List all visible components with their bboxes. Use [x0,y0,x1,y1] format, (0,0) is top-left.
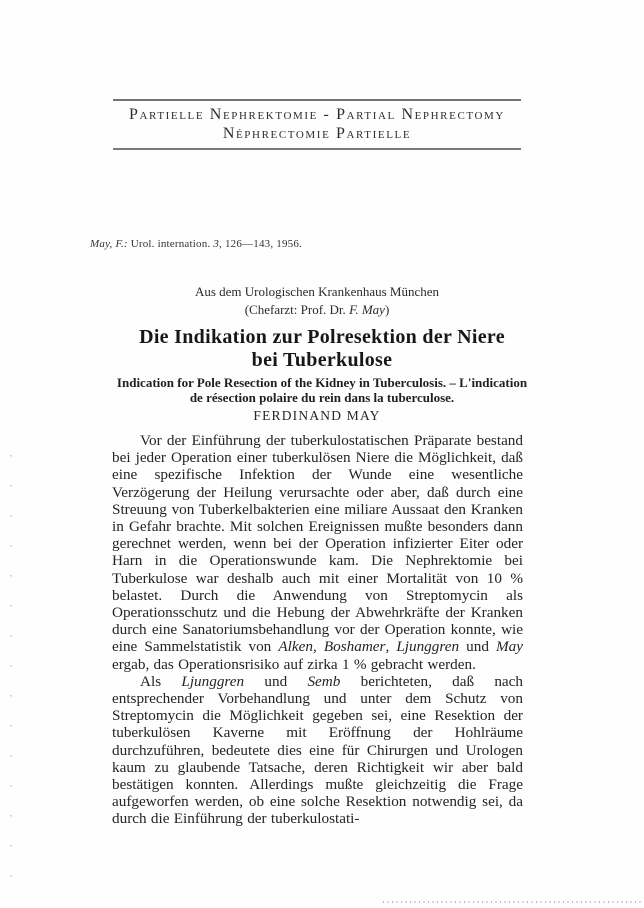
text-run: berichteten, daß nach entsprechender Vorbehandlung und unter dem Schutz von Streptomycin die Möglichkeit gegeben sei, eine Resektion der tuberkulösen Kaverne mit Eröffnung der Hohlräume durchzuführen, bedeutete dies eine für Chirurgen und Urologen kaum zu glaubende Tatsache, deren Richtigkeit wir aber bald bestätigen konnten. Allerdings mußte gleichzeitig die Frage aufgeworfen werden, ob eine solche Resektion notwendig sei, da durch die Einführung der tuberkulostati- [112,672,524,828]
affiliation-line2 [113,301,521,319]
journal-header [113,99,521,150]
text-run: Urol. internation. [127,238,214,250]
article-title-line1: Die Indikation zur Polresektion der Niere [139,326,505,348]
author-name: FERDINAND MAY [253,408,381,423]
text-run: Als [140,672,182,690]
text-run: (Chefarzt: Prof. Dr. [244,302,350,317]
body-paragraph [112,432,523,673]
italic-text-run: May, F.: [90,238,128,250]
italic-text-run: 3 [213,238,220,250]
body-paragraph [112,673,523,828]
article-subtitle-line1: Indication for Pole Resection of the Kidney in Tuberculosis. – L'indication [116,375,528,390]
text-run: , [312,638,324,656]
affiliation-block [113,283,521,319]
text-run: und [244,672,308,690]
scan-artifact-left-dots [10,455,12,895]
article-subtitle [78,376,566,405]
scan-artifact-bottom-dots [383,901,641,903]
text-run: , [385,638,397,656]
text-run: und [459,638,497,656]
italic-text-run: May [496,638,524,656]
italic-text-run: F. May [349,302,385,317]
affiliation-line1: Aus dem Urologischen Krankenhaus München [194,284,440,299]
article-body [112,432,523,828]
journal-header-line2: Néphrectomie Partielle [222,125,412,142]
italic-text-run: Boshamer [323,638,386,656]
italic-text-run: Alken [278,638,313,656]
italic-text-run: Ljunggren [396,638,460,656]
italic-text-run: Semb [307,672,341,690]
text-run: ) [384,302,390,317]
text-run: ergab, das Operationsrisiko auf zirka 1 % gebracht werden. [112,655,476,673]
citation-line [90,238,302,250]
article-subtitle-line2: de résection polaire du rein dans la tuberculose. [189,389,455,405]
text-run: Vor der Einführung der tuberkulostatischen Präparate bestand bei jeder Operation einer tuberkulösen Niere die Möglichkeit, daß eine spezifische Infektion der Wunde eine wesentliche Verzögerung der Heilung verursachte oder aber, daß durch eine Streuung von Tuberkelbakterien eine miliare Aussaat den Kranken in Gefahr brachte. Mit solchen Ereignissen mußte besonders dann gerechnet werden, wenn bei der Operation infizierter Eiter oder Harn in die Operationswunde kam. Die Nephrektomie bei Tuberkulose war deshalb auch mit einer Mortalität von 10 % belastet. Durch die Anwendung von Streptomycin als Operationsschutz und die Hebung der Abwehrkräfte der Kranken durch eine Sanatoriumsbehandlung vor der Operation konnte, wie eine Sammelstatistik von [112,432,523,656]
italic-text-run: Ljunggren [181,672,245,690]
text-run: , 126—143, 1956. [219,238,302,250]
journal-header-line1: Partielle Nephrektomie - Partial Nephrectomy [129,106,505,123]
article-title-line2: bei Tuberkulose [251,349,393,371]
article-title [80,326,564,372]
